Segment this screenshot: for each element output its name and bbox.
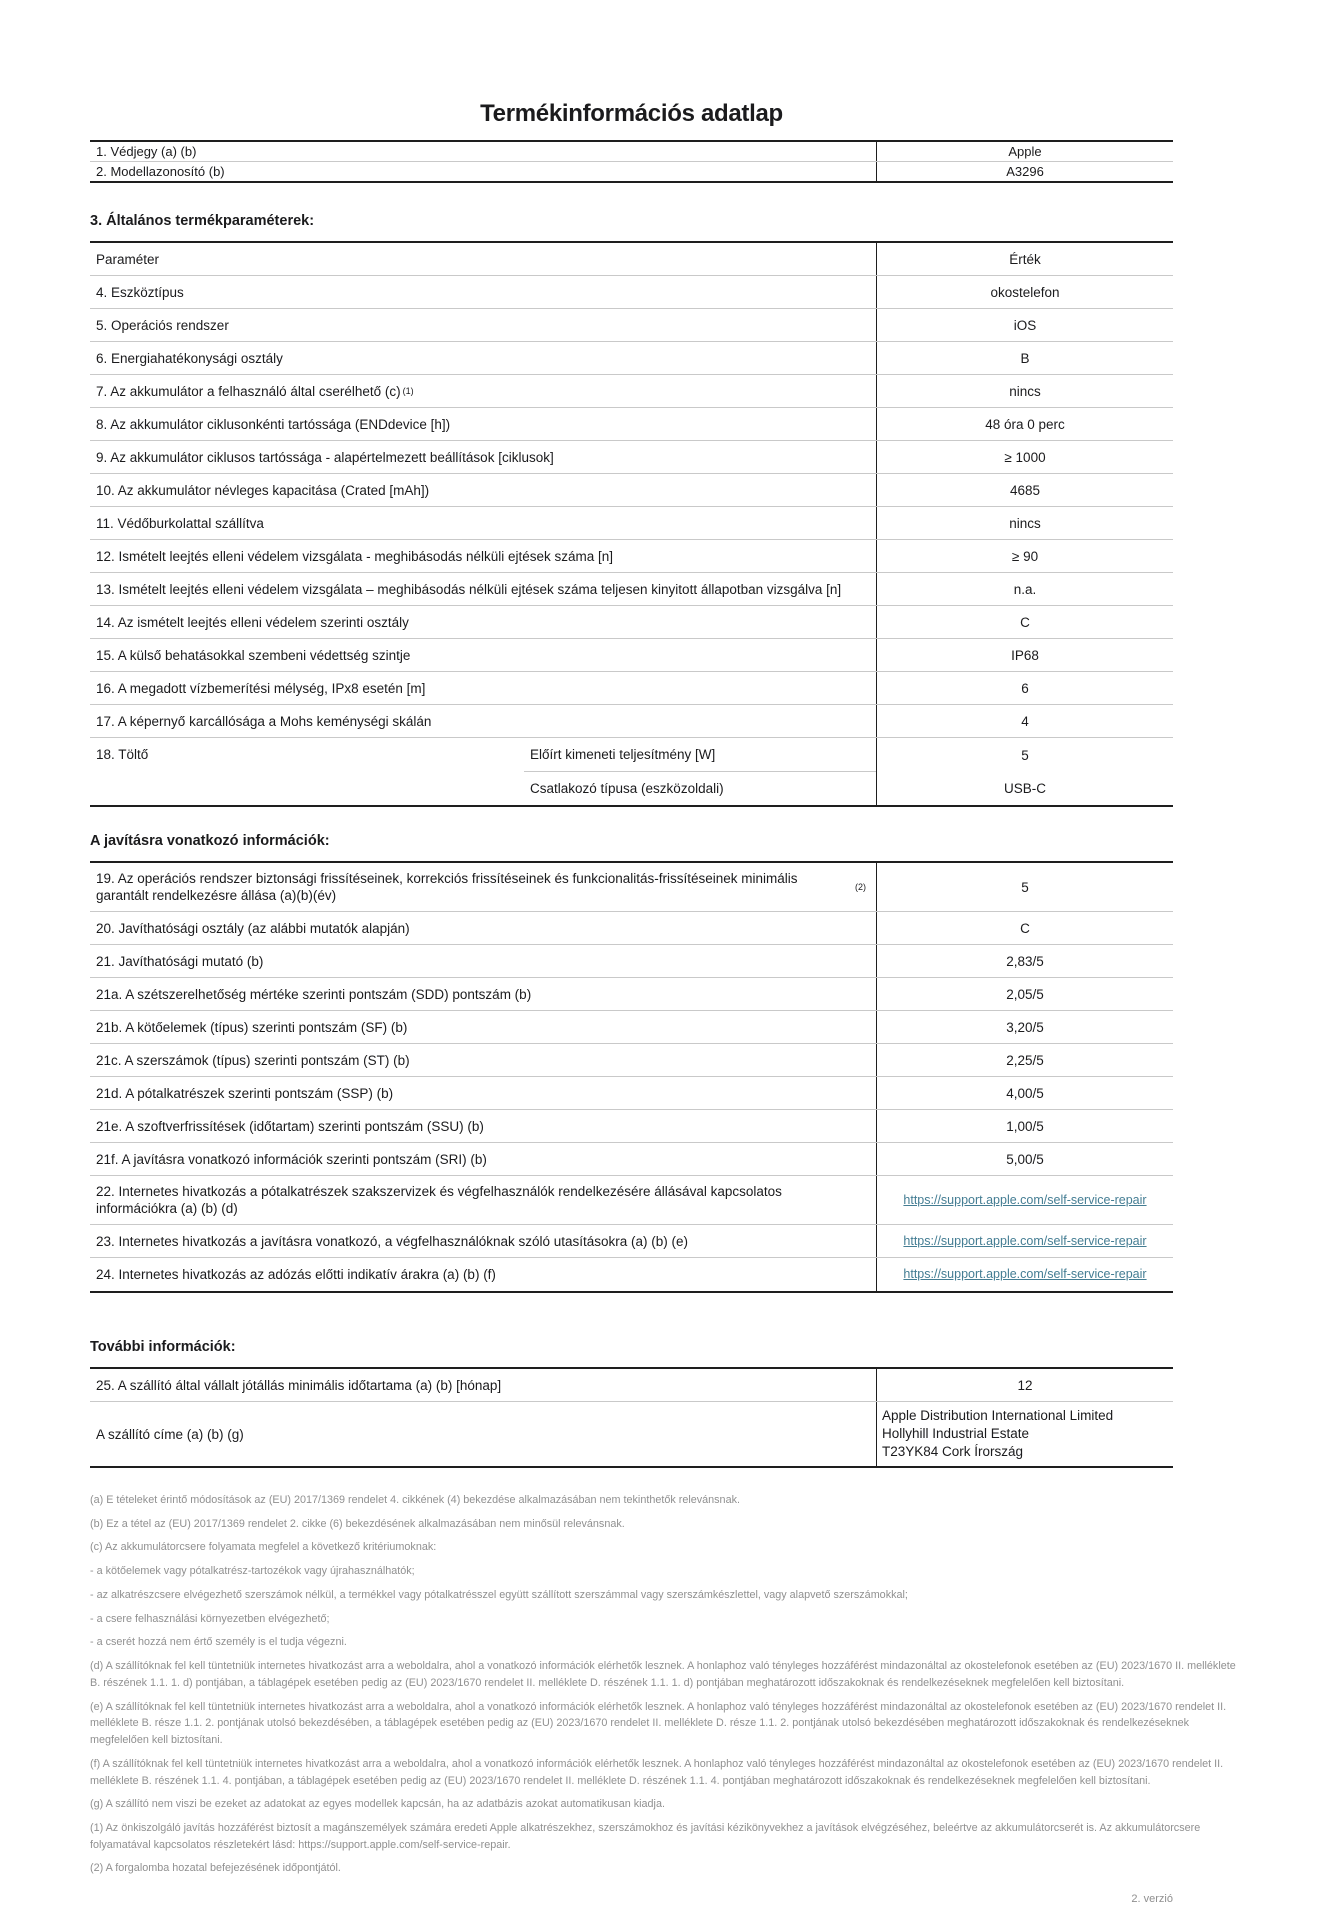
table-row: [90, 408, 1173, 441]
table-row: [90, 1143, 1173, 1176]
table-row: [90, 276, 1173, 309]
row-label: 16. A megadott vízbemerítési mélység, IPx8 esetén [m]: [96, 680, 426, 696]
row-label: 6. Energiahatékonysági osztály: [96, 350, 283, 366]
row-label: 10. Az akkumulátor névleges kapacitása (Crated [mAh]): [96, 482, 430, 498]
table-row-charger: [90, 738, 1173, 805]
row-value: okostelefon: [876, 276, 1173, 308]
identification-table: [90, 140, 1173, 183]
row-value: 1,00/5: [876, 1110, 1173, 1142]
row-label: 18. Töltő: [96, 747, 149, 762]
row-value: C: [876, 912, 1173, 944]
page-title: Termékinformációs adatlap: [480, 100, 783, 127]
table-row: [90, 863, 1173, 912]
row-value: nincs: [876, 375, 1173, 407]
row-value: B: [876, 342, 1173, 374]
row-label: 21a. A szétszerelhetőség mértéke szerinti pontszám (SDD) pontszám (b): [96, 986, 532, 1002]
column-header-value: Érték: [876, 243, 1173, 275]
supplier-address-line: Apple Distribution International Limited: [882, 1408, 1114, 1423]
column-header-parameter: Paraméter: [96, 251, 160, 267]
table-row-repair-instructions-link: [90, 1225, 1173, 1258]
row-value: 4685: [876, 474, 1173, 506]
row-label: 15. A külső behatásokkal szembeni védettség szintje: [96, 647, 411, 663]
row-value: A3296: [876, 162, 1173, 181]
footnote: (f) A szállítóknak fel kell tüntetniük internetes hivatkozást arra a weboldalra, ahol a vonatkozó információk elérhetők lesznek. A honlaphoz való tényleges hozzáférést mindazonáltal az okostelefonok esetében az (EU) 2023/1670 rendelet II. melléklete B. részének 1.1. 4. pontjában, a táblagépek esetében pedig az (EU) 2023/1670 rendelet II. melléklete D. részének 1.1. 4. pontjában meghatározott időszakoknak és rendelkezéseknek megfelelően kell biztosítani.: [90, 1757, 1224, 1787]
row-value: 5: [876, 863, 1173, 911]
row-label: 21f. A javításra vonatkozó információk szerinti pontszám (SRI) (b): [96, 1151, 487, 1167]
footnote-bullet: - a kötőelemek vagy pótalkatrész-tartozékok vagy újrahasználhatók;: [90, 1565, 415, 1578]
row-label: 1. Védjegy (a) (b): [96, 144, 197, 159]
row-label: 20. Javíthatósági osztály (az alábbi mutatók alapján): [96, 920, 410, 936]
table-row-indicative-prices-link: [90, 1258, 1173, 1291]
row-label: 12. Ismételt leejtés elleni védelem vizsgálata - meghibásodás nélküli ejtések száma [n]: [96, 548, 614, 564]
row-value: [876, 1225, 1173, 1257]
section-heading-repair: A javításra vonatkozó információk:: [90, 833, 330, 849]
footnote: (b) Ez a tétel az (EU) 2017/1369 rendelet 2. cikke (6) bekezdésének alkalmazásában nem minősül relevánsnak.: [90, 1517, 625, 1530]
row-value: nincs: [876, 507, 1173, 539]
footnote: (g) A szállító nem viszi be ezeket az adatokat az egyes modellek kapcsán, ha az adatbázis azokat automatikusan kiadja.: [90, 1798, 665, 1811]
footnote: (c) Az akkumulátorcsere folyamata megfelel a következő kritériumoknak:: [90, 1541, 437, 1554]
row-label: 8. Az akkumulátor ciklusonkénti tartóssága (ENDdevice [h]): [96, 416, 451, 432]
row-value: Apple: [876, 142, 1173, 161]
row-label: 24. Internetes hivatkozás az adózás előtti indikatív árakra (a) (b) (f): [96, 1267, 496, 1282]
table-row: [90, 474, 1173, 507]
row-value: 6: [876, 672, 1173, 704]
row-label: 4. Eszköztípus: [96, 284, 184, 300]
row-label: 19. Az operációs rendszer biztonsági frissítéseinek, korrekciós frissítéseinek és funkcionalitás-frissítéseinek minimális garantált rendelkezésre állása (a)(b)(év) (2): [96, 871, 866, 903]
footnote: (e) A szállítóknak fel kell tüntetniük internetes hivatkozást arra a weboldalra, ahol a vonatkozó információk elérhetők lesznek. A honlaphoz való tényleges hozzáférést mindazonáltal az okostelefonok esetében az (EU) 2023/1670 rendelet II. melléklete B. része 1.1. 2. pontjának utolsó bekezdésében, a táblagépek esetében pedig az (EU) 2023/1670 rendelet II. melléklete D. része 1.1. 2. pontjának utolsó bekezdésében meghatározott időszakoknak és rendelkezéseknek megfelelően kell biztosítani.: [90, 1700, 1227, 1747]
table-header-row: [90, 243, 1173, 276]
table-row: [90, 375, 1173, 408]
charger-subparameters: [524, 738, 876, 805]
section-heading-general: 3. Általános termékparaméterek:: [90, 213, 315, 229]
row-label: 21. Javíthatósági mutató (b): [96, 953, 264, 969]
row-label: 21c. A szerszámok (típus) szerinti pontszám (ST) (b): [96, 1052, 410, 1068]
row-value: 3,20/5: [876, 1011, 1173, 1043]
row-value: 4: [876, 705, 1173, 737]
footnotes: [90, 1492, 1237, 1877]
general-parameters-table: [90, 241, 1173, 807]
row-value: [876, 1176, 1173, 1224]
table-row: [90, 1044, 1173, 1077]
charger-subrow-label: Előírt kimeneti teljesítmény [W]: [524, 738, 876, 772]
row-label: 13. Ismételt leejtés elleni védelem vizsgálata – meghibásodás nélküli ejtések száma teljesen kinyitott állapotban vizsgálva [n]: [96, 581, 842, 597]
row-value: 5,00/5: [876, 1143, 1173, 1175]
row-value: C: [876, 606, 1173, 638]
table-row-model-id: [90, 162, 1173, 181]
table-row-supplier-address: [90, 1402, 1173, 1466]
row-label: 21e. A szoftverfrissítések (időtartam) szerinti pontszám (SSU) (b): [96, 1118, 484, 1134]
table-row: [90, 912, 1173, 945]
row-value: 2,25/5: [876, 1044, 1173, 1076]
row-label: 5. Operációs rendszer: [96, 317, 229, 333]
table-row: [90, 1110, 1173, 1143]
section-heading-additional: További információk:: [90, 1339, 236, 1355]
self-service-repair-link[interactable]: https://support.apple.com/self-service-repair: [903, 1192, 1147, 1207]
row-label: 11. Védőburkolattal szállítva: [96, 515, 264, 531]
row-label: 7. Az akkumulátor a felhasználó által cserélhető (c) (1): [96, 383, 414, 399]
row-value: 4,00/5: [876, 1077, 1173, 1109]
row-value: [876, 1258, 1173, 1291]
supplier-address-line: T23YK84 Cork Írország: [882, 1444, 1024, 1459]
table-row: [90, 507, 1173, 540]
row-value: n.a.: [876, 573, 1173, 605]
row-label: 17. A képernyő karcállósága a Mohs keménységi skálán: [96, 713, 432, 729]
self-service-repair-link[interactable]: https://support.apple.com/self-service-repair: [903, 1267, 1147, 1281]
footnote: (1) Az önkiszolgáló javítás hozzáférést biztosít a magánszemélyek számára eredeti Apple alkatrészekhez, szerszámokhoz és javítási kézikönyvekhez a javítások elvégzéséhez, beleértve az akkumulátorcserét is. Az akkumulátorcsere folyamatával kapcsolatos részletekért lásd: https://support.apple.com/self-service-repair.: [90, 1822, 1201, 1851]
table-row: [90, 540, 1173, 573]
row-value: 2,05/5: [876, 978, 1173, 1010]
table-row: [90, 606, 1173, 639]
table-row: [90, 1011, 1173, 1044]
row-value: 12: [876, 1369, 1173, 1401]
table-row: [90, 441, 1173, 474]
row-label: 9. Az akkumulátor ciklusos tartóssága - alapértelmezett beállítások [ciklusok]: [96, 449, 554, 465]
row-label: 23. Internetes hivatkozás a javításra vonatkozó, a végfelhasználóknak szóló utasításokra (a) (b) (e): [96, 1233, 689, 1249]
footnote: (a) E tételeket érintő módosítások az (EU) 2017/1369 rendelet 4. cikkének (4) bekezdése alkalmazásában nem tekinthetők relevánsnak.: [90, 1494, 740, 1506]
row-value: IP68: [876, 639, 1173, 671]
row-value: 5: [1021, 747, 1029, 763]
footnote: (d) A szállítóknak fel kell tüntetniük internetes hivatkozást arra a weboldalra, ahol a vonatkozó információk elérhetők lesznek. A honlaphoz való tényleges hozzáférést mindazonáltal az okostelefonok esetében az (EU) 2023/1670 II. melléklete B. részének 1.1. 1. d) pontjában, a táblagépek esetében pedig az (EU) 2023/1670 rendelet II. melléklete D. részének 1.1. 1. d) pontjában meghatározott időszakoknak és rendelkezéseknek megfelelően kell biztosítani.: [90, 1660, 1236, 1689]
table-row: [90, 639, 1173, 672]
supplier-address-line: Hollyhill Industrial Estate: [882, 1426, 1030, 1441]
table-row: [90, 1077, 1173, 1110]
table-row: [90, 978, 1173, 1011]
row-label: 14. Az ismételt leejtés elleni védelem szerinti osztály: [96, 614, 409, 630]
table-row: [90, 573, 1173, 606]
footnote: (2) A forgalomba hozatal befejezésének időpontjától.: [90, 1862, 341, 1875]
row-label: A szállító címe (a) (b) (g): [96, 1426, 244, 1442]
additional-information-table: [90, 1367, 1173, 1468]
footnote-bullet: - a cserét hozzá nem értő személy is el tudja végezni.: [90, 1636, 347, 1649]
row-value: USB-C: [1003, 781, 1046, 796]
charger-subvalues: [876, 738, 1173, 805]
table-row: [90, 309, 1173, 342]
charger-subrow-label: Csatlakozó típusa (eszközoldali): [530, 781, 724, 796]
row-value: ≥ 90: [876, 540, 1173, 572]
row-value: ≥ 1000: [876, 441, 1173, 473]
table-row: [90, 672, 1173, 705]
table-row: [90, 342, 1173, 375]
self-service-repair-link[interactable]: https://support.apple.com/self-service-repair: [903, 1233, 1147, 1248]
table-row: [90, 945, 1173, 978]
row-value: 48 óra 0 perc: [876, 408, 1173, 440]
row-label: 25. A szállító által vállalt jótállás minimális időtartama (a) (b) [hónap]: [96, 1377, 502, 1393]
footnote-bullet: - az alkatrészcsere elvégezhető szerszámok nélkül, a termékkel vagy pótalkatrésszel együtt szállított szerszámmal vagy szerszámkészlettel, vagy alapvető szerszámokkal;: [90, 1588, 908, 1601]
table-row-trademark: [90, 142, 1173, 162]
footnote-bullet: - a csere felhasználási környezetben elvégezhető;: [90, 1612, 330, 1625]
row-label: 22. Internetes hivatkozás a pótalkatrészek szakszervizek és végfelhasználók rendelkezésére állásával kapcsolatos információkra (a) (b) (d): [96, 1184, 782, 1216]
row-label: 21b. A kötőelemek (típus) szerinti pontszám (SF) (b): [96, 1019, 408, 1035]
row-label: 2. Modellazonosító (b): [96, 164, 225, 179]
supplier-address: [876, 1402, 1173, 1466]
table-row-spare-parts-link: [90, 1176, 1173, 1225]
table-row-warranty: [90, 1369, 1173, 1402]
table-row: [90, 705, 1173, 738]
row-value: 2,83/5: [876, 945, 1173, 977]
row-value: iOS: [876, 309, 1173, 341]
row-label: 21d. A pótalkatrészek szerinti pontszám (SSP) (b): [96, 1085, 394, 1101]
version-label: 2. verzió: [1131, 1893, 1173, 1905]
repair-information-table: [90, 861, 1173, 1293]
